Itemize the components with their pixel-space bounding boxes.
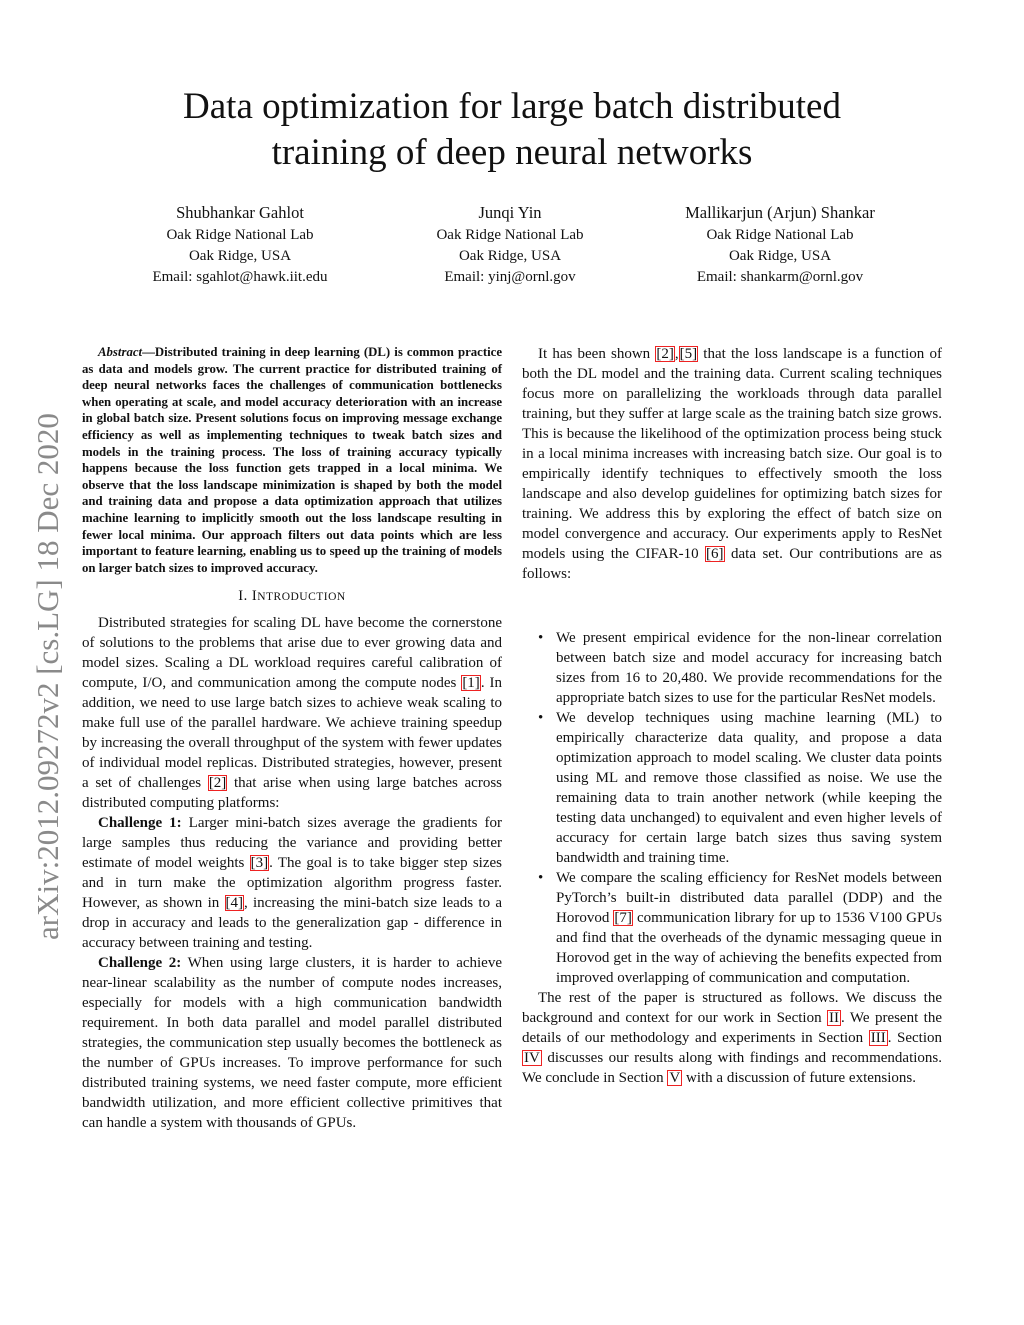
author-name: Mallikarjun (Arjun) Shankar (685, 203, 875, 222)
list-item: • We compare the scaling efficiency for ResNet models between PyTorch’s built-in distributed data parallel (DDP) and the Horovod [7] communication library for up to 1536 V100 GPUs and find that the overheads of the dynamic messaging queue in Horovod get in the way of achieving the benefits expected from improved overlapping of communication and computation. (556, 868, 942, 988)
challenge-1-label: Challenge 1: (98, 815, 182, 832)
author-location: Oak Ridge, USA (188, 248, 292, 264)
section-heading-introduction: I. INTRODUCTION (238, 588, 346, 605)
author-block (110, 202, 910, 288)
author-affiliation: Oak Ridge National Lab (706, 227, 854, 243)
paper-title (100, 84, 924, 176)
citation-link[interactable]: [4] (225, 895, 243, 912)
citation-link[interactable]: [3] (250, 855, 269, 872)
section-link[interactable]: III (870, 1030, 886, 1046)
author-1 (110, 202, 370, 288)
abstract (82, 344, 502, 576)
author-3 (650, 202, 910, 288)
citation-link[interactable]: [6] (706, 546, 724, 562)
section-link[interactable]: II (829, 1010, 839, 1026)
challenge-1-paragraph: Challenge 1: Larger mini-batch sizes average the gradients for large samples thus reducing the variance and providing better estimate of model weights [3]. The goal is to take bigger step sizes and in turn make the optimization algorithm progress faster. However, as shown in [4], increasing the mini-batch size leads to a drop in accuracy and leads to the generalization gap - difference in accuracy between training and testing. (82, 815, 503, 952)
intro-paragraph: Distributed strategies for scaling DL have become the cornerstone of solutions to the problems that arise due to ever growing data and model sizes. Scaling a DL workload requires careful calibration of compute, I/O, and communication among the compute nodes [1]. In addition, we need to use large batch sizes to achieve weak scaling to make full use of the parallel hardware. We achieve training speedup by increasing the overall throughput of the system with fewer updates of individual model replicas. Distributed strategies, however, present a set of challenges [2] that arise when using large batches across distributed computing platforms: (82, 615, 502, 812)
author-location: Oak Ridge, USA (458, 248, 562, 264)
abstract-text: —Distributed training in deep learning (DL) is common practice as data and models grow. The current practice for distributed training of deep neural networks faces the challenges of communication bottlenecks when operating at scale, and model accuracy deterioration with an increase in global batch size. Present solutions focus on improving message exchange efficiency as well as implementing techniques to tweak batch sizes and models in the training process. The loss of training accuracy typically happens because the loss function gets trapped in a local minima. We observe that the loss landscape minimization is shaped by both the model and training data and propose a data optimization approach that utilizes machine learning to implicitly smooth out the loss landscape resulting in fewer local minima. Our approach filters out data points which are less important to feature learning, enabling us to speed up the training of models on larger batch sizes to improved accuracy. (82, 345, 502, 575)
author-2 (380, 202, 640, 288)
author-email: Email: yinj@ornl.gov (444, 269, 576, 285)
title-line-1: Data optimization for large batch distributed (183, 86, 841, 127)
author-location: Oak Ridge, USA (728, 248, 832, 264)
loss-landscape-paragraph: It has been shown [2],[5] that the loss landscape is a function of both the DL model and the training data. Current scaling techniques focus more on parallelizing the workloads through data parallel training, but they suffer at large scale as the training batch size grows. This is because the likelihood of the optimization process being stuck in a local minima increases with increasing batch size. Our goal is to empirically identify techniques to effectively smooth the loss landscape and also develop guidelines for optimizing batch sizes for training. We address this by exploring the effect of batch size on model convergence and accuracy. Our experiments apply to ResNet models using the CIFAR-10 [6] data set. Our contributions are as follows: (522, 346, 942, 582)
section-link[interactable]: IV (524, 1050, 540, 1066)
challenge-2-label: Challenge 2: (98, 955, 182, 972)
author-email: Email: shankarm@ornl.gov (696, 269, 864, 285)
author-name: Junqi Yin (478, 203, 542, 222)
challenge-2-paragraph: Challenge 2: When using large clusters, it is harder to achieve near-linear scalability as the number of compute nodes increases, especially for models with a high communication bandwidth requirement. In both data parallel and model parallel distributed strategies, the communication step usually becomes the bottleneck as the number of GPUs increases. To improve performance for such distributed training systems, we need faster compute, more efficient bandwidth utilization, and more efficient collective primitives that can handle a system with thousands of GPUs. (82, 955, 502, 1132)
citation-link[interactable]: [1] (462, 675, 480, 692)
right-column (522, 344, 942, 1088)
citation-link[interactable]: [7] (614, 910, 632, 926)
author-email: Email: sgahlot@hawk.iit.edu (152, 269, 328, 285)
left-column (82, 344, 502, 1133)
contributions-list (522, 628, 942, 988)
abstract-lead: Abstract (98, 345, 143, 359)
list-item: • We develop techniques using machine learning (ML) to empirically characterize data quality, and propose a data optimization approach to model scaling. We cluster data points using ML and remove those classified as noise. We use the remaining data to train another network (while keeping the testing data unchanged) to equivalent and even higher levels of accuracy for certain large batch sizes thus saving system bandwidth and training time. (556, 708, 942, 868)
author-name: Shubhankar Gahlot (176, 203, 304, 222)
citation-link[interactable]: [2] (208, 775, 227, 792)
arxiv-stamp: arXiv:2012.09272v2 [cs.LG] 18 Dec 2020 (30, 413, 65, 940)
section-link[interactable]: V (669, 1070, 681, 1086)
author-affiliation: Oak Ridge National Lab (436, 227, 584, 243)
author-affiliation: Oak Ridge National Lab (166, 227, 314, 243)
citation-link[interactable]: [5] (679, 346, 698, 362)
title-line-2: training of deep neural networks (271, 132, 753, 173)
list-item: • We present empirical evidence for the non-linear correlation between batch size and model accuracy for increasing batch sizes from 16 to 20,480. We provide recommendations for the appropriate batch sizes to use for the particular ResNet models. (556, 628, 942, 708)
paper-structure-paragraph: The rest of the paper is structured as follows. We discuss the background and context for our work in Section II . We present the details of our methodology and experiments in Section III . Section IV discusses our results along with findings and recommendations. We conclude in Section V with a discussion of future extensions. (522, 990, 943, 1086)
citation-link[interactable]: [2] (656, 346, 674, 362)
